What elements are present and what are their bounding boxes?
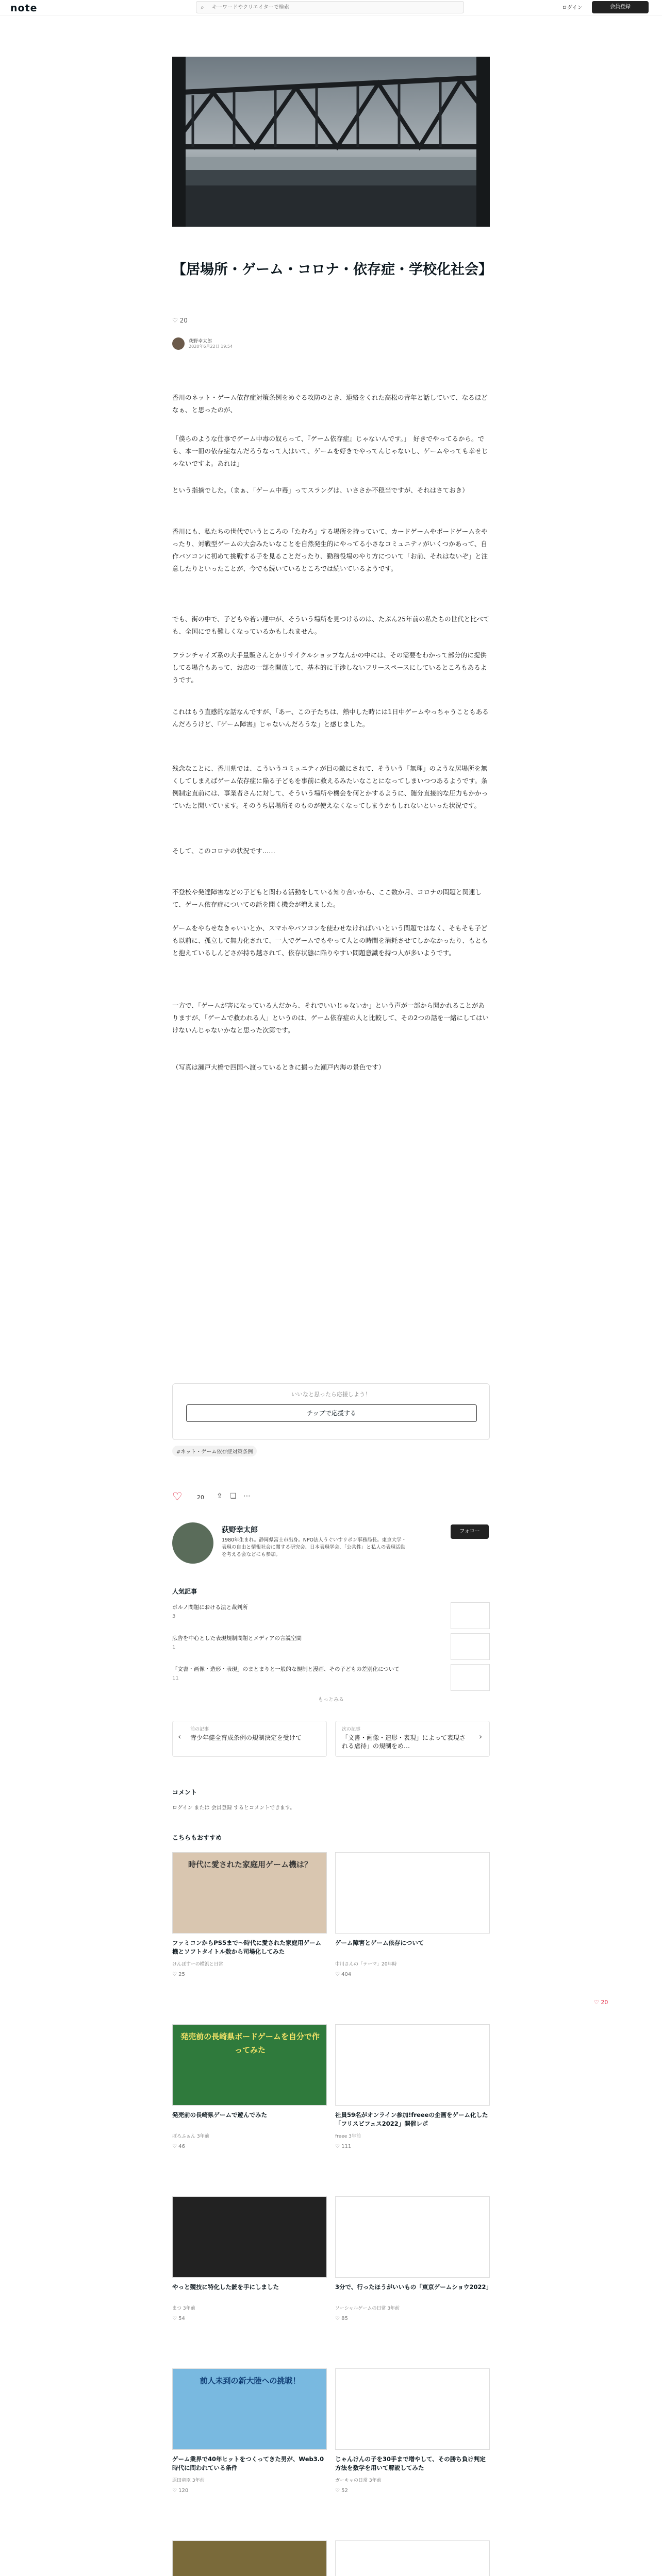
recommend-card[interactable]: [172, 2196, 327, 2360]
card-title[interactable]: 3分で、行ったほうがいいもの「東京ゲームショウ2022」: [335, 2283, 492, 2291]
card-thumbnail[interactable]: [172, 2024, 327, 2106]
card-thumbnail[interactable]: [335, 2368, 490, 2450]
support-text: いいなと思ったら応援しよう！: [291, 1391, 371, 1398]
recommend-card[interactable]: [335, 2368, 490, 2532]
hashtag[interactable]: #ネット・ゲーム依存症対策条例: [172, 1446, 257, 1456]
card-likes[interactable]: [335, 2144, 351, 2149]
heart-outline-icon[interactable]: ♡: [172, 1972, 179, 1977]
heart-outline-icon[interactable]: ♡: [594, 1999, 599, 2006]
card-thumbnail[interactable]: [335, 2540, 490, 2576]
recommend-card[interactable]: [172, 2368, 327, 2532]
card-like-count: 46: [178, 2144, 185, 2149]
title-like-row[interactable]: [172, 317, 188, 324]
comments-login-note[interactable]: ログイン または 会員登録 するとコメントできます。: [172, 1805, 295, 1811]
heart-outline-icon[interactable]: ♡: [172, 2144, 179, 2149]
popular-thumbnail[interactable]: [451, 1664, 490, 1691]
paragraph: これはもう直感的な話なんですが、「あー、この子たちは、熱中した時には1日中ゲームやっちゃうこともあるんだろうけど、『ゲーム障害』じゃないんだろうな」と感じました。: [172, 708, 489, 728]
recommend-card[interactable]: [335, 2540, 490, 2576]
next-article[interactable]: [335, 1721, 490, 1757]
popular-item[interactable]: [172, 1664, 490, 1690]
card-likes[interactable]: [335, 1972, 351, 1977]
heart-outline-icon[interactable]: ♡: [172, 317, 178, 324]
side-like[interactable]: [594, 1999, 608, 2006]
card-image-text: 前人未到の新大陸への挑戦！: [200, 2376, 301, 2385]
recommend-card[interactable]: [335, 1852, 490, 2016]
card-likes[interactable]: [172, 1972, 185, 1977]
recommend-heading: こちらもおすすめ: [172, 1834, 222, 1841]
paragraph: でも、街の中で、子どもや若い連中が、そういう場所を見つけるのは、たぶん25年前の私たちの世代と比べても、全国にでも難しくなっているかもしれません。: [172, 615, 490, 635]
paragraph: フランチャイズ系の大手量販さんとかリサイクルショップなんかの中には、その需要をわかって部分的に提供してる場合もあって、お店の一部を開放して、基本的に干渉しないフリースペースにしているところもあるようです。: [172, 651, 487, 684]
recommend-card[interactable]: [172, 2540, 327, 2576]
card-thumbnail[interactable]: [172, 2368, 327, 2450]
card-thumbnail[interactable]: [172, 2540, 327, 2576]
card-author[interactable]: ぼろふぁん 3年前: [172, 2134, 209, 2139]
card-author[interactable]: 中川さんの「テーマ」20年時: [335, 1962, 397, 1967]
card-title[interactable]: ファミコンからPS5まで〜時代に愛された家庭用ゲーム機とソフトタイトル数から司場化してみた: [172, 1939, 321, 1955]
hero-image: [172, 57, 490, 227]
popular-title[interactable]: 広告を中心とした表現規制問題とメディアの言説空間: [172, 1635, 302, 1641]
paragraph: 「僕らのような仕事でゲーム中毒の奴らって、『ゲーム依存症』じゃないんです。」 好きでやってるから。でも、本一冊の依存症なんだろうなって人はいて、ゲームを好きでやってんじゃないし、ゲームやっても幸せじゃないですよ。あれは」: [172, 435, 488, 467]
popular-thumbnail[interactable]: [451, 1633, 490, 1660]
card-like-count: 54: [178, 2316, 185, 2321]
next-title[interactable]: 「文書・画像・造形・表現」によって表現される虐待」の規制をめ…: [342, 1734, 466, 1750]
card-like-count: 25: [178, 1972, 185, 1977]
card-author[interactable]: まつ 3年前: [172, 2306, 195, 2311]
prev-title[interactable]: 青少年健全育成条例の規制決定を受けて: [190, 1734, 302, 1741]
paragraph: 一方で、「ゲームが害になっている人だから、それでいいじゃないか」という声が一部から聞かれることがありますが、「ゲームで救われる人」というのは、ゲーム依存症の人と比較して、その2つの話を一緒にしてはいけないんじゃないかなと思った次第です。: [172, 1002, 489, 1034]
heart-outline-icon[interactable]: ♡: [335, 2488, 342, 2494]
profile-name[interactable]: 荻野幸太郎: [222, 1526, 258, 1534]
card-title[interactable]: ゲーム障害とゲーム依存について: [335, 1939, 424, 1946]
card-title[interactable]: じゃんけんの子を30手まで増やして、その勝ち負け判定方法を数学を用いて解説してみた: [335, 2455, 486, 2471]
more-link[interactable]: もっとみる: [318, 1697, 344, 1703]
card-title[interactable]: 社員59名がオンライン参加!freeeの企画をゲーム化した「フリスビフェス2022」開催レポ: [335, 2111, 488, 2127]
popular-item[interactable]: [172, 1633, 490, 1659]
bookmark-icon[interactable]: ❏: [230, 1492, 237, 1500]
card-thumbnail[interactable]: [335, 2024, 490, 2106]
popular-like-count: 3: [172, 1614, 176, 1619]
author-profile: [172, 1522, 490, 1574]
heart-outline-icon[interactable]: ♡: [172, 1490, 183, 1503]
card-thumbnail[interactable]: [335, 1852, 490, 1934]
like-count: 20: [197, 1494, 204, 1501]
share-icon[interactable]: ⇪: [217, 1492, 223, 1500]
paragraph: という指摘でした。（まぁ、「ゲーム中毒」ってスラングは、いささか不穏当ですが、それはさておき）: [172, 486, 469, 494]
paragraph: そして、このコロナの状況です……: [172, 847, 275, 855]
card-image-text: 発売前の長崎県ボードゲームを自分で作ってみた: [180, 2032, 320, 2055]
card-like-count: 85: [341, 2316, 348, 2321]
card-image-text: 時代に愛された家庭用ゲーム機は？: [188, 1860, 312, 1869]
comments-heading: コメント: [172, 1789, 197, 1796]
support-box: [172, 1383, 490, 1440]
title-like-count: 20: [179, 317, 188, 324]
card-author[interactable]: 原田竜臣 3年前: [172, 2478, 205, 2483]
chevron-right-icon: ›: [479, 1732, 483, 1741]
follow-button[interactable]: フォロー: [451, 1524, 489, 1539]
profile-avatar[interactable]: [172, 1522, 213, 1564]
popular-like-count: 11: [172, 1675, 179, 1681]
recommend-card[interactable]: [172, 2024, 327, 2188]
popular-like-count: 1: [172, 1645, 176, 1650]
paragraph: ゲームをやらせなきゃいいとか、スマホやパソコンを使わせなければいいという問題ではなく、そもそも子ども以前に、孤立して無力化されて、一人でゲームでもやって人との時間を消耗させてしかなかったり、もともと抱えているしんどさが持ち越されて、依存状態に陥りやすい問題意識を持つ人が多いようです。: [172, 924, 488, 957]
search-icon: ⌕: [201, 4, 204, 11]
recommend-card[interactable]: [172, 1852, 327, 2016]
popular-title[interactable]: 「文書・画像・造形・表現」のまとまりと一般的な規制と漫画、その子どもの差別化について: [172, 1666, 400, 1672]
paragraph: 香川のネット・ゲーム依存症対策条例をめぐる攻防のとき、連絡をくれた高松の青年と話していて、なるほどなぁ、と思ったのが、: [172, 394, 488, 414]
card-title[interactable]: ゲーム業界で40年ヒットをつくってきた男が、Web3.0時代に問われている条件: [172, 2455, 324, 2471]
heart-outline-icon[interactable]: ♡: [172, 2488, 179, 2494]
card-like-count: 120: [178, 2488, 189, 2494]
author-avatar[interactable]: [172, 337, 185, 350]
prev-article[interactable]: [172, 1721, 327, 1757]
paragraph: 不登校や発達障害などの子どもと関わる活動をしている知り合いから、ここ数か月、コロナの問題と関連して、ゲーム依存症についての話を聞く機会が増えました。: [172, 888, 482, 908]
more-icon[interactable]: ⋯: [243, 1492, 251, 1500]
popular-heading: 人気記事: [172, 1588, 197, 1595]
card-likes[interactable]: [335, 2488, 348, 2494]
post-date: 2020年6月22日 19:54: [189, 344, 233, 349]
prev-label: 前の記事: [190, 1727, 209, 1732]
signup-button[interactable]: 会員登録: [592, 1, 649, 13]
next-label: 次の記事: [342, 1727, 361, 1732]
popular-item[interactable]: [172, 1602, 490, 1628]
card-like-count: 52: [341, 2488, 348, 2494]
card-thumbnail[interactable]: [335, 2196, 490, 2278]
card-title[interactable]: 発売前の長崎県ゲームで遊んでみた: [172, 2111, 267, 2119]
author-name[interactable]: 荻野幸太郎: [189, 339, 212, 344]
card-author[interactable]: ソーシャルゲームの日常 3年前: [335, 2306, 400, 2311]
popular-thumbnail[interactable]: [451, 1602, 490, 1629]
card-like-count: 111: [341, 2144, 352, 2149]
login-link[interactable]: ログイン: [562, 5, 583, 11]
card-author[interactable]: ガーキャの日常 3年前: [335, 2478, 382, 2483]
card-author[interactable]: freee 3年前: [335, 2134, 361, 2139]
popular-title[interactable]: ボルノ問題における法と裁判所: [172, 1604, 248, 1611]
card-thumbnail[interactable]: [172, 1852, 327, 1934]
search-bar[interactable]: [196, 1, 464, 13]
card-thumbnail[interactable]: [172, 2196, 327, 2278]
heart-outline-icon[interactable]: ♡: [172, 2316, 179, 2321]
article-title: 【居場所・ゲーム・コロナ・依存症・学校化社会】: [172, 262, 492, 278]
card-likes[interactable]: [172, 2316, 185, 2321]
tip-button[interactable]: チップで応援する: [186, 1404, 477, 1422]
heart-outline-icon[interactable]: ♡: [335, 2144, 342, 2149]
card-likes[interactable]: [172, 2488, 188, 2494]
author-info[interactable]: [172, 337, 233, 350]
side-like-count: 20: [601, 1999, 608, 2006]
card-likes[interactable]: [172, 2144, 185, 2149]
card-likes[interactable]: [335, 2316, 348, 2321]
chevron-left-icon: ‹: [178, 1732, 181, 1741]
paragraph: （写真は瀬戸大橋で四国へ渡っているときに撮った瀬戸内海の景色です）: [172, 1063, 385, 1071]
card-author[interactable]: けんぼすーの横浜と日常: [172, 1962, 223, 1967]
paragraph: 残念なことに、香川県では、こういうコミュニティが目の敵にされて、そういう「無理」のような居場所を無くしてしまえばゲーム依存症に陥る子どもを事前に救えるみたいなことになってしまいつつあるようです。条例制定直前には、事業者さんに対して、そういう場所や機会を何とかするように、随分直接的な圧力もかかっていたと聞いています。そのうち居場所そのものが使えなくなってしまうかもしれないといった状況です。: [172, 765, 488, 809]
heart-outline-icon[interactable]: ♡: [335, 1972, 342, 1977]
heart-outline-icon[interactable]: ♡: [335, 2316, 342, 2321]
card-title[interactable]: やっと競技に特化した銃を手にしました: [172, 2283, 279, 2291]
card-like-count: 404: [341, 1972, 352, 1977]
recommend-card[interactable]: [335, 2024, 490, 2188]
profile-bio: 1980年生まれ。静岡県富士市出身。NPO法人うぐいすリボン事務局長。東京大学・表現の自由と情報社会に関する研究会、日本表現学会、「公共性」と私人の表現活動を考える会などにも参加。: [222, 1537, 407, 1557]
search-input[interactable]: [212, 3, 454, 11]
site-header: [0, 0, 662, 15]
recommend-card[interactable]: [335, 2196, 490, 2360]
note-logo[interactable]: note: [10, 3, 38, 14]
paragraph: 香川にも、私たちの世代でいうところの「たむろ」する場所を持っていて、カードゲームやボードゲームをやったり、対戦型ゲームの大会みたいなことを自然発生的にやってる小さなコミュニティがいくつかあって、自作パソコンに初めて挑戦する子を見ることだったり、勤務役場のやり方について「お前、それはないぞ」と注意したりといったことが、今でも続いているところでは続いているようです。: [172, 528, 488, 572]
